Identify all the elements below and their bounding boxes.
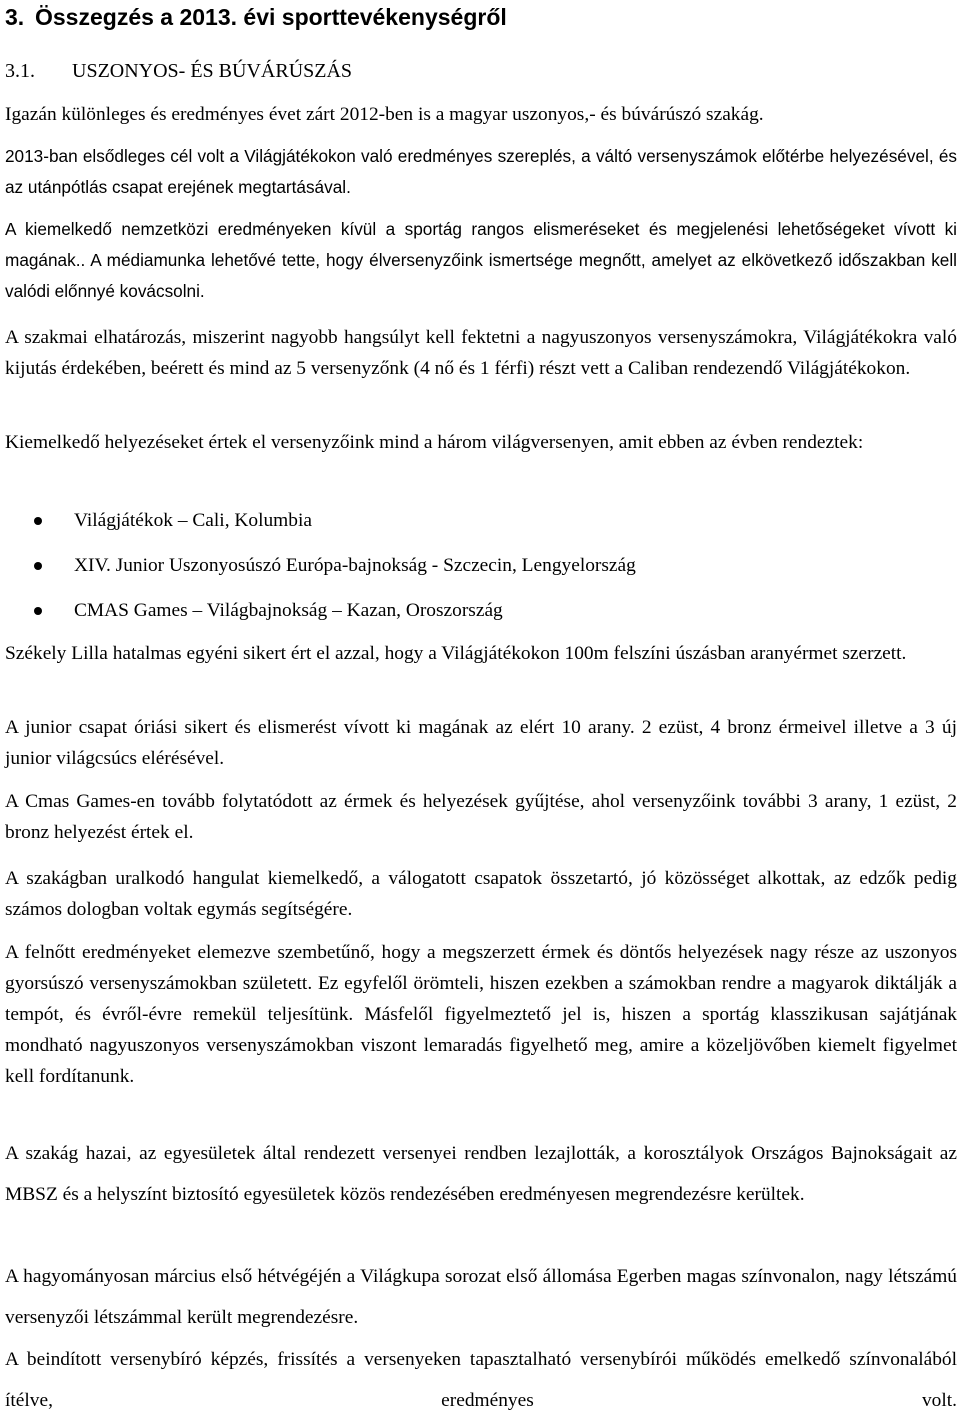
paragraph-cmas: A Cmas Games-en tovább folytatódott az érmek és helyezések gyűjtése, ahol versenyzőink további 3 arany, 1 ezüst, 2 bronz helyezést értek el. [5,791,957,843]
paragraph-intro: Igazán különleges és eredményes évet zárt 2012-ben is a magyar uszonyos,- és búvárúszó szakág. [5,104,764,125]
section-title: Összegzés a 2013. évi sporttevékenységről [35,4,507,30]
paragraph-decision: A szakmai elhatározás, miszerint nagyobb hangsúlyt kell fektetni a nagyuszonyos versenyszámokra, Világjátékokra való kijutás érdekében, beérett és mind az 5 versenyzőnk (4 nő és 1 férfi) részt vett a Caliban rendezendő Világjátékokon. [5,327,957,379]
paragraph-junior: A junior csapat óriási sikert és elismerést vívott ki magának az elért 10 arany. 2 ezüst, 4 bronz érmeivel illetve a 3 új junior világcsúcs elérésével. [5,717,957,769]
subsection-number: 3.1. [5,60,35,82]
bullet-icon [34,562,42,570]
bullet-icon [34,607,42,615]
paragraph-placements: Kiemelkedő helyezéseket értek el versenyzőink mind a három világversenyen, amit ebben az évben rendeztek: [5,432,864,453]
section-heading [5,4,507,31]
list-item [5,505,957,550]
list-item-text: Világjátékok – Cali, Kolumbia [74,510,312,531]
subsection-title: USZONYOS- ÉS BÚVÁRÚSZÁS [72,60,353,82]
paragraph-referee: A beindított versenybíró képzés, frissítés a versenyeken tapasztalható versenybírói működés emelkedő színvonalából ítélve, eredményes volt. [5,1349,957,1411]
list-item [5,550,957,595]
paragraph-szekely: Székely Lilla hatalmas egyéni sikert ért el azzal, hogy a Világjátékokon 100m felszíni úszásban aranyérmet szerzett. [5,643,907,664]
paragraph-mood: A szakágban uralkodó hangulat kiemelkedő, a válogatott csapatok összetartó, jó közösséget alkottak, az edzők pedig számos dologban voltak egymás segítségére. [5,868,957,920]
competition-list [5,505,957,640]
section-number: 3. [5,4,25,30]
list-item-text: CMAS Games – Világbajnokság – Kazan, Oroszország [74,600,503,621]
paragraph-worldcup: A hagyományosan március első hétvégéjén a Világkupa sorozat első állomása Egerben magas színvonalon, nagy létszámú versenyzői létszámmal került megrendezésre. [5,1266,957,1328]
bullet-icon [34,517,42,525]
list-item-text: XIV. Junior Uszonyosúszó Európa-bajnokság - Szczecin, Lengyelország [74,555,636,576]
paragraph-domestic: A szakág hazai, az egyesületek által rendezett versenyei rendben lezajlották, a korosztályok Országos Bajnokságait az MBSZ és a helyszínt biztosító egyesületek közös rendezésében eredményesen megrendezésre kerültek. [5,1143,957,1205]
paragraph-goal: 2013-ban elsődleges cél volt a Világjátékokon való eredményes szereplés, a váltó versenyszámok előtérbe helyezésével, és az utánpótlás csapat erejének megtartásával. [5,146,957,197]
paragraph-media: A kiemelkedő nemzetközi eredményeken kívül a sportág rangos elismeréseket és megjelenési lehetőségeket vívott ki magának.. A médiamunka lehetővé tette, hogy élversenyzőink ismertsége megnőtt, amelyet az elkövetkező időszakban kell valódi előnnyé kovácsolni. [5,219,957,301]
list-item [5,595,957,640]
subsection-heading [5,60,352,83]
paragraph-analysis: A felnőtt eredményeket elemezve szembetűnő, hogy a megszerzett érmek és döntős helyezések nagy része az uszonyos gyorsúszó versenyszámokban született. Ez egyfelől örömteli, hiszen ezekben a számokban rendre a magyarok diktálják a tempót, és évről-évre remekül teljesítünk. Másfelől figyelmeztető jel is, hiszen a sportág klasszikusan sajátjának mondható nagyuszonyos versenyszámokban viszont lemaradás figyelhető meg, amire a közeljövőben kiemelt figyelmet kell fordítanunk. [5,942,957,1087]
